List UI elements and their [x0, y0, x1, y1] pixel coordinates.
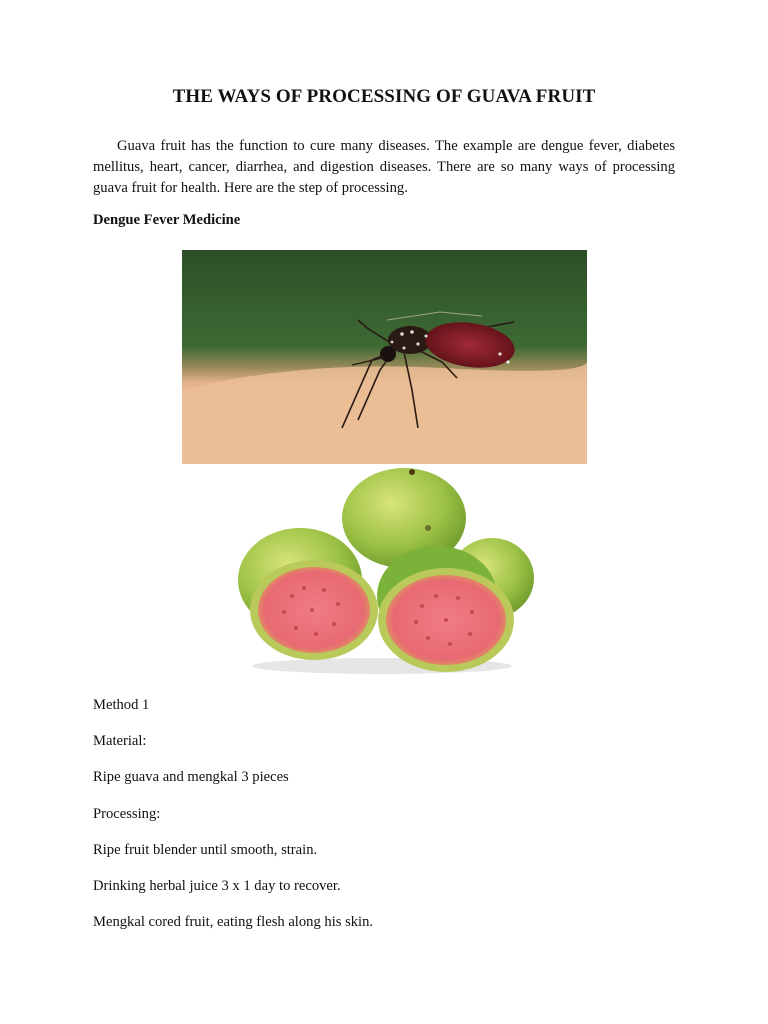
- section-heading: Dengue Fever Medicine: [93, 212, 241, 228]
- material-label: Material:: [93, 733, 147, 749]
- guava-half-right: [378, 568, 514, 672]
- processing-step-2: Drinking herbal juice 3 x 1 day to recover.: [93, 878, 341, 894]
- document-title: THE WAYS OF PROCESSING OF GUAVA FRUIT: [172, 86, 596, 107]
- processing-step-1: Ripe fruit blender until smooth, strain.: [93, 842, 318, 858]
- method-label: Method 1: [93, 697, 150, 713]
- mosquito-photo: [182, 250, 587, 464]
- intro-paragraph: Guava fruit has the function to cure many diseases. The example are dengue fever, diabetes mellitus, heart, cancer, diarrhea, and digestion diseases. There are so many ways of processing guava fruit for health. Here are the step of processing.: [93, 138, 675, 196]
- guava-photo: [232, 466, 537, 678]
- material-text: Ripe guava and mengkal 3 pieces: [93, 769, 289, 785]
- guava-half-left: [250, 560, 378, 660]
- processing-label: Processing:: [93, 806, 161, 822]
- processing-step-3: Mengkal cored fruit, eating flesh along his skin.: [93, 914, 374, 930]
